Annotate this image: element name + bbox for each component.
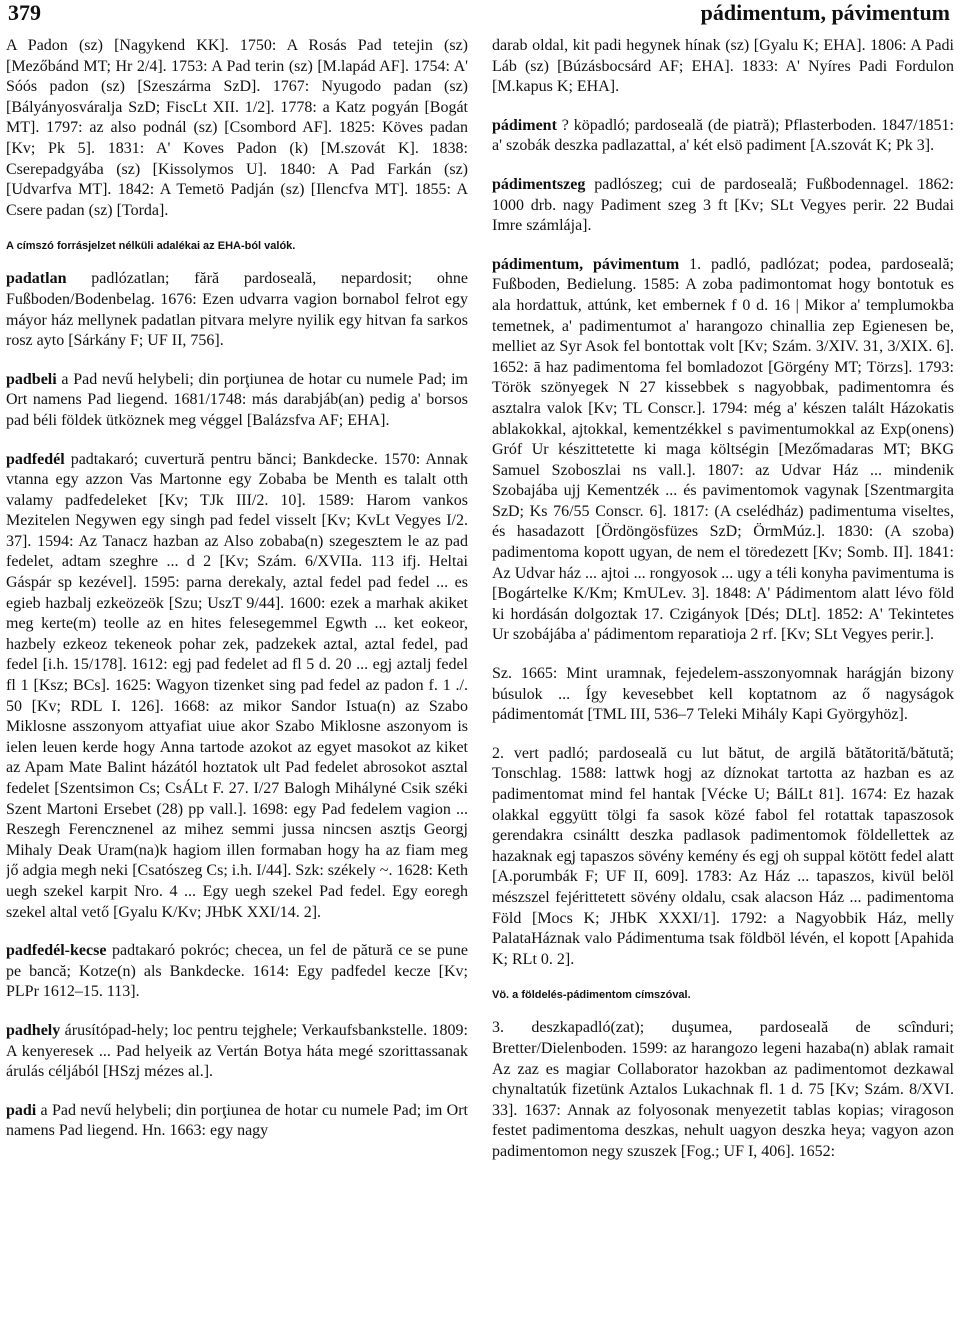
entry-text: a Pad nevű helybeli; din porţiunea de hotar cu numele Pad; im Ort namens Pad liegend. Hn. 1663: egy nagy [6, 1101, 468, 1140]
entry-continuation [492, 664, 954, 726]
dictionary-entry [6, 1021, 468, 1083]
entry-text: darab oldal, kit padi hegynek hínak (sz) [Gyalu K; EHA]. 1806: A Padi Láb (sz) [Búzásbocsárd AF; EHA]. 1833: A' Nyíres Padi Fordulon [M.kapus K; EHA]. [492, 37, 954, 96]
dictionary-entry [6, 269, 468, 351]
entry-headword: pádiment [492, 116, 557, 134]
dictionary-entry [492, 116, 954, 157]
dictionary-entry [6, 941, 468, 1003]
entry-headword: pádimentszeg [492, 175, 586, 193]
entry-headword: pádimentum, pávimentum [492, 255, 680, 273]
dictionary-entry [6, 450, 468, 924]
dictionary-entry [6, 370, 468, 432]
dictionary-entry [492, 255, 954, 646]
entry-text: 2. vert padló; pardoseală cu lut bătut, de argilă bătătorită/bătută; Tonschlag. 1588: lattwk hogj az díznokat tartotta az hazban es az padimentomat mind fel hantak [Vécke U; BálLt 81]. 1674: Ez hazak olakkal eggyütt tölgi fa sasok közé fabol fel rotattak tapaszosok gerendakra csináltt deszka padlasok padimentomok földellettek az hazaknak egj tapaszos sövény kemény és egj oh suppal kötött fedel alatt [A.porumbák F; UF II, 609]. 1783: Az Ház ... tapaszos, kivül belöl mészszel fejérittetett sövény oldalu, csak alacson Ház ... padimentoma Föld [Mocs K; JHbK XXXI/1]. 1792: a Nagyobbik Ház, melly PalataHáznak valo Pádimentuma tsak földböl lévén, el kopott [Apahida K; RLt 0. 2]. [492, 744, 954, 968]
entry-text: árusítópad-hely; loc pentru tejghele; Verkaufsbankstelle. 1809: A kenyeresek ... Pad helyeik az Vertán Botya háta megé szorittassanak árulás céljából [HSzj mézes al.]. [6, 1021, 468, 1081]
entry-text: padlózatlan; fără pardoseală, nepardosit; ohne Fußboden/Bodenbelag. 1676: Ezen udvarra vagion bornabol felrot egy máyor ház mellynek padatlan pitvara melyre nyilik egy hitvan fa sarkos rosz ayto [Sárkány F; UF II, 756]. [6, 270, 468, 350]
entry-text: ? köpadló; pardoseală (de piatră); Pflasterboden. 1847/1851: a' szobák deszka padlazattal, a' két elsö padiment [A.szovát K; Pk 3]. [492, 116, 954, 155]
entry-continuation [6, 36, 468, 221]
dictionary-entry [6, 1101, 468, 1142]
entry-continuation [492, 744, 954, 971]
entry-headword: padbeli [6, 370, 57, 388]
running-title: pádimentum, pávimentum [700, 0, 950, 25]
entry-text: 3. deszkapadló(zat); duşumea, pardoseală de scînduri; Bretter/Dielenboden. 1599: az harangozo legeni hazaba(n) ablak ramait Az zaz es magiar Collaborator hazokban az padimentomot dezkawal chynaltatúk fizetünk Aztalos Lukachnak fl. 1 d. 75 [Kv; Szám. 8/XVI. 33]. 1637: Annak az folyosonak menyezetit tablas kopias; viragoson festet padimentoma deszkas, nehult uagyon deszka heya; vagyon azon padimentomon negy szuszek [Fog.; UF I, 406]. 1652: [492, 1019, 954, 1160]
entry-headword: padi [6, 1101, 37, 1119]
entry-text: padtakaró; cuvertură pentru bănci; Bankdecke. 1570: Annak vtanna egy azzon Vas Martonne egy Zobaba be Menth es talalt otth valamy padfedeleket [Kv; TJk III/2. 10]. 1589: Harom vankos Mezitelen Negywen egy singh pad fedel visselt [Kv; KvLt Vegyes I/2. 37]. 1594: Az Tanacz hazban az Also zobaba(n) szegesztem le az pad fedelet, adtam szeghre ... d 2 [Kv; Szám. 6/XVIIa. 113 ifj. Heltai Gáspár sp kezével]. 1595: parna derekaly, aztal fedel pad fedel ... es egieb hazbalj ezkeözeök [Szu; UszT 9/44]. 1600: ezek a marhak akiket meg kerte(m) teolle az en hites felesegemmel Egwth ... ket eokeor, hazbely ezkeoz tekeneok pohar zek, padzekek aztal, aztal fedel, pad fedel [i.h. 15/178]. 1612: egj pad fedelet ad fl 5 d. 20 ... egj aztalj fedel fl 1 [Ksz; BCs]. 1625: Wagyon tizenket sing pad fedel az padon f. 1 ./. 50 [Kv; RDL I. 126]. 1668: az mikor Sandor Istua(n) az Szabo Miklosne asszonyom attyafiat uiue akor Szabo Miklosne aszonyom is ielen leuen kerde hogy Anna tartode azokot az egyet masokot az kiket az Apam Mate Balint házától hoztatok ult Pad fedelet abrosokot asztal fedelet [Szentsimon Cs; CsÁLt F. 27. I/27 Balogh Mihályné Csik széki Szent Martoni Ersebet (28) pp vall.]. 1698: egy Pad fedelem vagion ... Reszegh Ferencznenel az mihez semmi jussa nincsen asztįs Georgj Mihaly Deak Uram(na)k hagiom illen formaban hogy ha az fiam meg jő adgia megh neki [Csatószeg Cs; i.h. I/44]. Szk: székely ~. 1628: Keth uegh szekel karpit Nro. 4 ... Egy uegh szekel Pad fedel. Egy eoregh szekel altal vető [Gyalu K/Kv; JHbK XXI/14. 2]. [6, 450, 468, 921]
entry-continuation [492, 36, 954, 98]
source-note: Vö. a földelés-pádimentom címszóval. [492, 989, 691, 1002]
source-note: A címszó forrásjelzet nélküli adalékai az EHA-ból valók. [6, 240, 296, 253]
page-number: 379 [8, 0, 41, 25]
entry-text: padtakaró pokróc; checea, un fel de pătură ce se pune pe bancă; Kotze(n) als Bankdecke. 1614: Egy padfedel kecze [Kv; PLPr 1612–15. 113]. [6, 942, 468, 1001]
left-column [6, 36, 468, 1336]
entry-continuation [492, 1018, 954, 1162]
entry-headword: padatlan [6, 270, 67, 288]
dictionary-entry [492, 175, 954, 237]
right-column [492, 36, 954, 1336]
entry-headword: padfedél [6, 450, 65, 468]
page-header [0, 0, 960, 28]
entry-headword: padhely [6, 1021, 61, 1039]
entry-headword: padfedél-kecse [6, 942, 107, 960]
entry-text: Sz. 1665: Mint uramnak, fejedelem-asszonyomnak harágján bizony búsulok ... Így kevesebbet kell koptatnom az ő nagyságok pádimentomát [TML III, 536–7 Teleki Mihály Kapi Györgyhöz]. [492, 665, 954, 724]
entry-text: padlószeg; cui de pardoseală; Fußbodennagel. 1862: 1000 drb. nagy Padiment szeg 3 ft [Kv; SLt Vegyes perir. 22 Budai Imre számlája]. [492, 175, 954, 235]
entry-text: 1. padló, padlózat; podea, pardoseală; Fußboden, Bedielung. 1585: A zoba padimontomat hogy bontotuk es ala hordattuk, attúnk, ket embernek f 0 d. 16 | Mikor a' templumokba temetnek, a' padimentumot a' harangozo chinallia zep Egienesen be, melliet az Syr Asok fel bontottak volt [Kv; Szám. 3/XIV. 31, 3/XIX. 6]. 1652: ā haz padimentoma fel bomladozot [Görgény MT; Törzs]. 1793: Török szönyegek N 27 kissebbek s nagyobbak, padimentomra és asztalra valok [Kv; TL Conscr.]. 1794: még a' készen talált Házokatis ablakokkal, ajtokkal, kementzékkel s pavimentumokkal az Exp(onens) Gróf Ur készittetette ki maga költségin [Mezőmadaras MT; BKG Samuel Szoboszlai ns vall.]. 1807: az Udvar Ház ... mindenik Szobajába ujj Kementzék ... és pavimentomok vagynak [Szentmargita SzD; Ks 76/55 Conscr. 6]. 1817: (A cselédház) padimentuma viseltes, és hasadazott [Ördöngösfüzes SzD; ÖrmMúz.]. 1830: (A szoba) padimentoma kopott ugyan, de nem el töredezett [Kv; Somb. II]. 1841: Az Udvar ház ... ajtoi ... rongyosok ... ugy a téli konyha pavimentuma is [Bogártelke K/Km; KmULev. 3]. 1848: A' Pádimentom alatt lévo föld ki hordásán dolgoztak 17. Czigányok [Dés; DLt]. 1852: A' Tekintetes Ur szobájába a' pádimentom reparatioja 2 rf. [Kv; SLt Vegyes perir.]. [492, 255, 954, 644]
entry-text: A Padon (sz) [Nagykend KK]. 1750: A Rosás Pad tetejin (sz) [Mezőbánd MT; Hr 2/4]. 1753: A Pad terin (sz) [M.lapád AF]. 1754: A' Sóós padon (sz) [Szeszárma SzD]. 1767: Nyugodo padan (sz) [Bályányosváralja SzD; FiscLt XII. 1/2]. 1778: a Katz pogyán [Bogát MT]. 1797: az also podnál (sz) [Csombord AF]. 1825: Köves padan [Kv; Pk 5]. 1831: A' Koves Padon (k) [M.szovát K]. 1838: Cserepadgyába (sz) [Kissolymos U]. 1840: A Pad Farkán (sz) [Udvarfva MT]. 1842: A Temetö Padján (sz) [Ilencfva MT]. 1855: A Csere padan (sz) [Torda]. [6, 37, 468, 219]
entry-text: a Pad nevű helybeli; din porţiunea de hotar cu numele Pad; im Ort namens Pad liegend. 1681/1748: más darabjáb(an) pedig a' borsos pad béli földek ütköznek meg véggel [Balázsfva AF; EHA]. [6, 370, 468, 429]
